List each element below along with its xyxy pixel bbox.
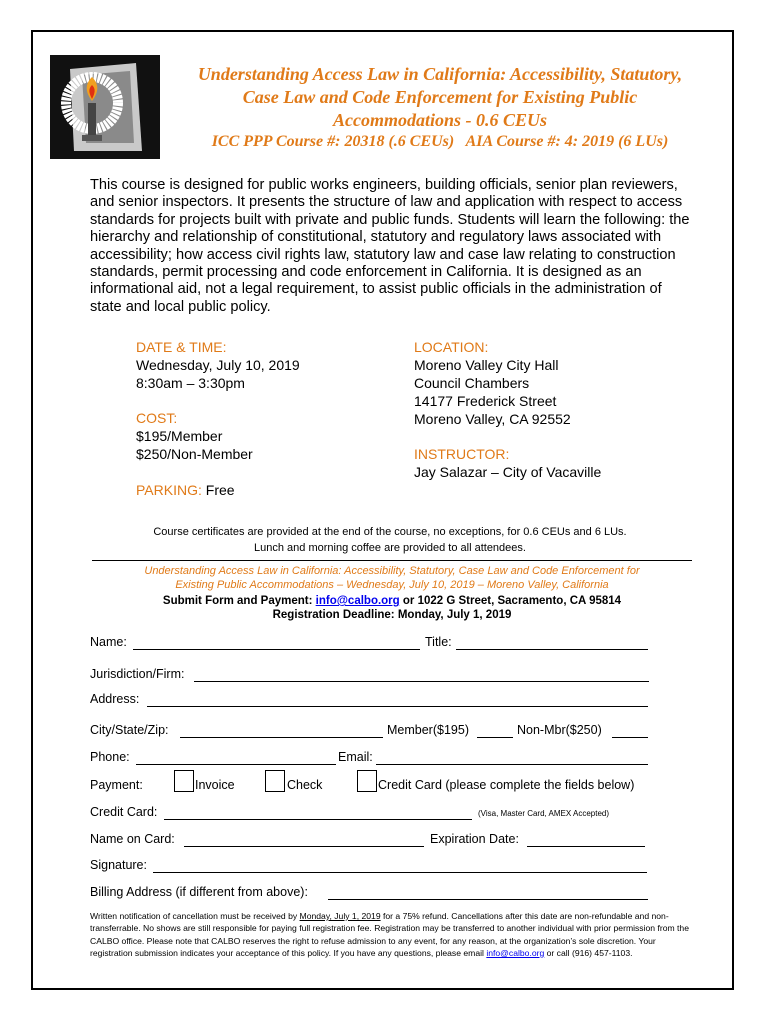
course-title-line-3: Accommodations - 0.6 CEUs — [332, 110, 547, 130]
cards-accepted-note: (Visa, Master Card, AMEX Accepted) — [478, 809, 610, 818]
parking-label: PARKING: — [136, 482, 202, 498]
submit-prefix: Submit Form and Payment: — [162, 595, 316, 607]
parking-block — [136, 481, 235, 499]
cost-block — [136, 409, 253, 463]
policy-text-2: for a 75% refund. Cancellations after this date are non-refundable and non-transferrable. No shows are still responsible for paying full registration fee. Registration may be transferred to another individual with prior permission from the CALBO office. Please note that CALBO reserves the right to refuse admission to any event, for any reason, at the organization’s sole discretion. Your registration submission indicates your acceptance of this policy. If you have any questions, please email — [90, 911, 689, 958]
lunch-note: Lunch and morning coffee are provided to all attendees. — [254, 542, 526, 554]
billing-label: Billing Address (if different from above): — [90, 885, 308, 899]
title-field[interactable] — [456, 635, 648, 650]
calbo-logo — [50, 55, 160, 159]
instructor-label: INSTRUCTOR: — [414, 446, 510, 462]
address-field[interactable] — [147, 692, 648, 707]
policy-text-3: or call (916) 457-1103. — [544, 947, 633, 958]
policy-email-link[interactable]: info@calbo.org — [486, 947, 545, 958]
check-label: Check — [287, 778, 323, 792]
divider — [92, 560, 692, 561]
submit-email-link[interactable]: info@calbo.org — [315, 595, 400, 607]
date-time-label: DATE & TIME: — [136, 339, 227, 355]
credit-card-label: Credit Card: — [90, 805, 158, 819]
city-row — [90, 723, 660, 741]
policy-deadline: Monday, July 1, 2019 — [299, 911, 381, 921]
member-label: Member($195) — [387, 723, 469, 737]
instructor-value: Jay Salazar – City of Vacaville — [414, 464, 602, 480]
course-description: This course is designed for public works engineers, building officials, senior plan reviewers, and senior inspectors. It presents the structure of law and application with respect to access standards for projects built with private and public funds. Students will learn the following: the hierarchy and relationship of constitutional, statutory and regulatory laws associated with accessibility; how access civil rights law, statutory law and case law relating to construction standards, permit processing and code enforcement in California. It is designed as an informational aid, not a legal requirement, to assist public officials in the administration of state and local public policy. — [90, 177, 690, 315]
address-label: Address: — [90, 692, 140, 706]
location-label: LOCATION: — [414, 339, 489, 355]
invoice-checkbox[interactable] — [174, 770, 194, 792]
cost-member: $195/Member — [136, 428, 223, 444]
payment-row — [90, 778, 660, 796]
registration-title-line-1: Understanding Access Law in California: Accessibility, Statutory, Case Law and Code Enforcement for — [144, 565, 640, 577]
city-field[interactable] — [180, 723, 383, 738]
signature-row — [90, 858, 660, 876]
expiration-field[interactable] — [527, 832, 645, 847]
name-label: Name: — [90, 635, 127, 649]
payment-label: Payment: — [90, 778, 143, 792]
instructor-block — [414, 445, 601, 481]
certificates-note: Course certificates are provided at the end of the course, no exceptions, for 0.6 CEUs and 6 LUs. — [153, 526, 627, 538]
phone-label: Phone: — [90, 750, 130, 764]
location-line-2: Council Chambers — [414, 375, 530, 391]
date-value: Wednesday, July 10, 2019 — [136, 357, 300, 373]
nonmember-field[interactable] — [612, 723, 648, 738]
name-on-card-label: Name on Card: — [90, 832, 175, 846]
nonmember-label: Non-Mbr($250) — [517, 723, 602, 737]
registration-title-line-2: Existing Public Accommodations – Wednesday, July 10, 2019 – Moreno Valley, California — [175, 579, 609, 591]
name-row — [90, 635, 660, 653]
name-on-card-row — [90, 832, 660, 850]
title-label: Title: — [425, 635, 452, 649]
credit-card-row — [90, 805, 660, 823]
course-title — [160, 63, 720, 132]
member-field[interactable] — [477, 723, 513, 738]
credit-card-option-label: Credit Card (please complete the fields below) — [378, 778, 635, 792]
cancellation-policy — [90, 910, 695, 959]
email-label: Email: — [338, 750, 373, 764]
cost-nonmember: $250/Non-Member — [136, 446, 253, 462]
phone-field[interactable] — [136, 750, 336, 765]
date-time-block — [136, 338, 300, 392]
course-title-line-1: Understanding Access Law in California: Accessibility, Statutory, — [197, 64, 683, 84]
name-field[interactable] — [133, 635, 420, 650]
billing-row — [90, 885, 660, 903]
signature-label: Signature: — [90, 858, 147, 872]
billing-field[interactable] — [328, 885, 648, 900]
phone-row — [90, 750, 660, 768]
submit-instructions — [92, 594, 692, 622]
location-line-4: Moreno Valley, CA 92552 — [414, 411, 571, 427]
city-label: City/State/Zip: — [90, 723, 169, 737]
location-line-1: Moreno Valley City Hall — [414, 357, 559, 373]
jurisdiction-field[interactable] — [194, 667, 649, 682]
course-title-line-2: Case Law and Code Enforcement for Existing Public — [242, 87, 638, 107]
check-checkbox[interactable] — [265, 770, 285, 792]
submit-address: or 1022 G Street, Sacramento, CA 95814 — [399, 595, 622, 607]
location-line-3: 14177 Frederick Street — [414, 393, 557, 409]
signature-field[interactable] — [153, 858, 647, 873]
parking-value: Free — [205, 482, 235, 498]
address-row — [90, 692, 660, 710]
expiration-label: Expiration Date: — [430, 832, 519, 846]
invoice-label: Invoice — [195, 778, 235, 792]
registration-title — [92, 564, 692, 592]
credit-card-field[interactable] — [164, 805, 472, 820]
registration-deadline: Registration Deadline: Monday, July 1, 2019 — [272, 609, 512, 621]
policy-text-1: Written notification of cancellation must be received by — [90, 911, 300, 921]
time-value: 8:30am – 3:30pm — [136, 375, 245, 391]
cost-label: COST: — [136, 410, 178, 426]
jurisdiction-row — [90, 667, 660, 685]
course-numbers: ICC PPP Course #: 20318 (.6 CEUs) AIA Course #: 4: 2019 (6 LUs) — [211, 133, 669, 150]
jurisdiction-label: Jurisdiction/Firm: — [90, 667, 185, 681]
email-field[interactable] — [376, 750, 648, 765]
credit-card-checkbox[interactable] — [357, 770, 377, 792]
name-on-card-field[interactable] — [184, 832, 424, 847]
location-block — [414, 338, 571, 428]
